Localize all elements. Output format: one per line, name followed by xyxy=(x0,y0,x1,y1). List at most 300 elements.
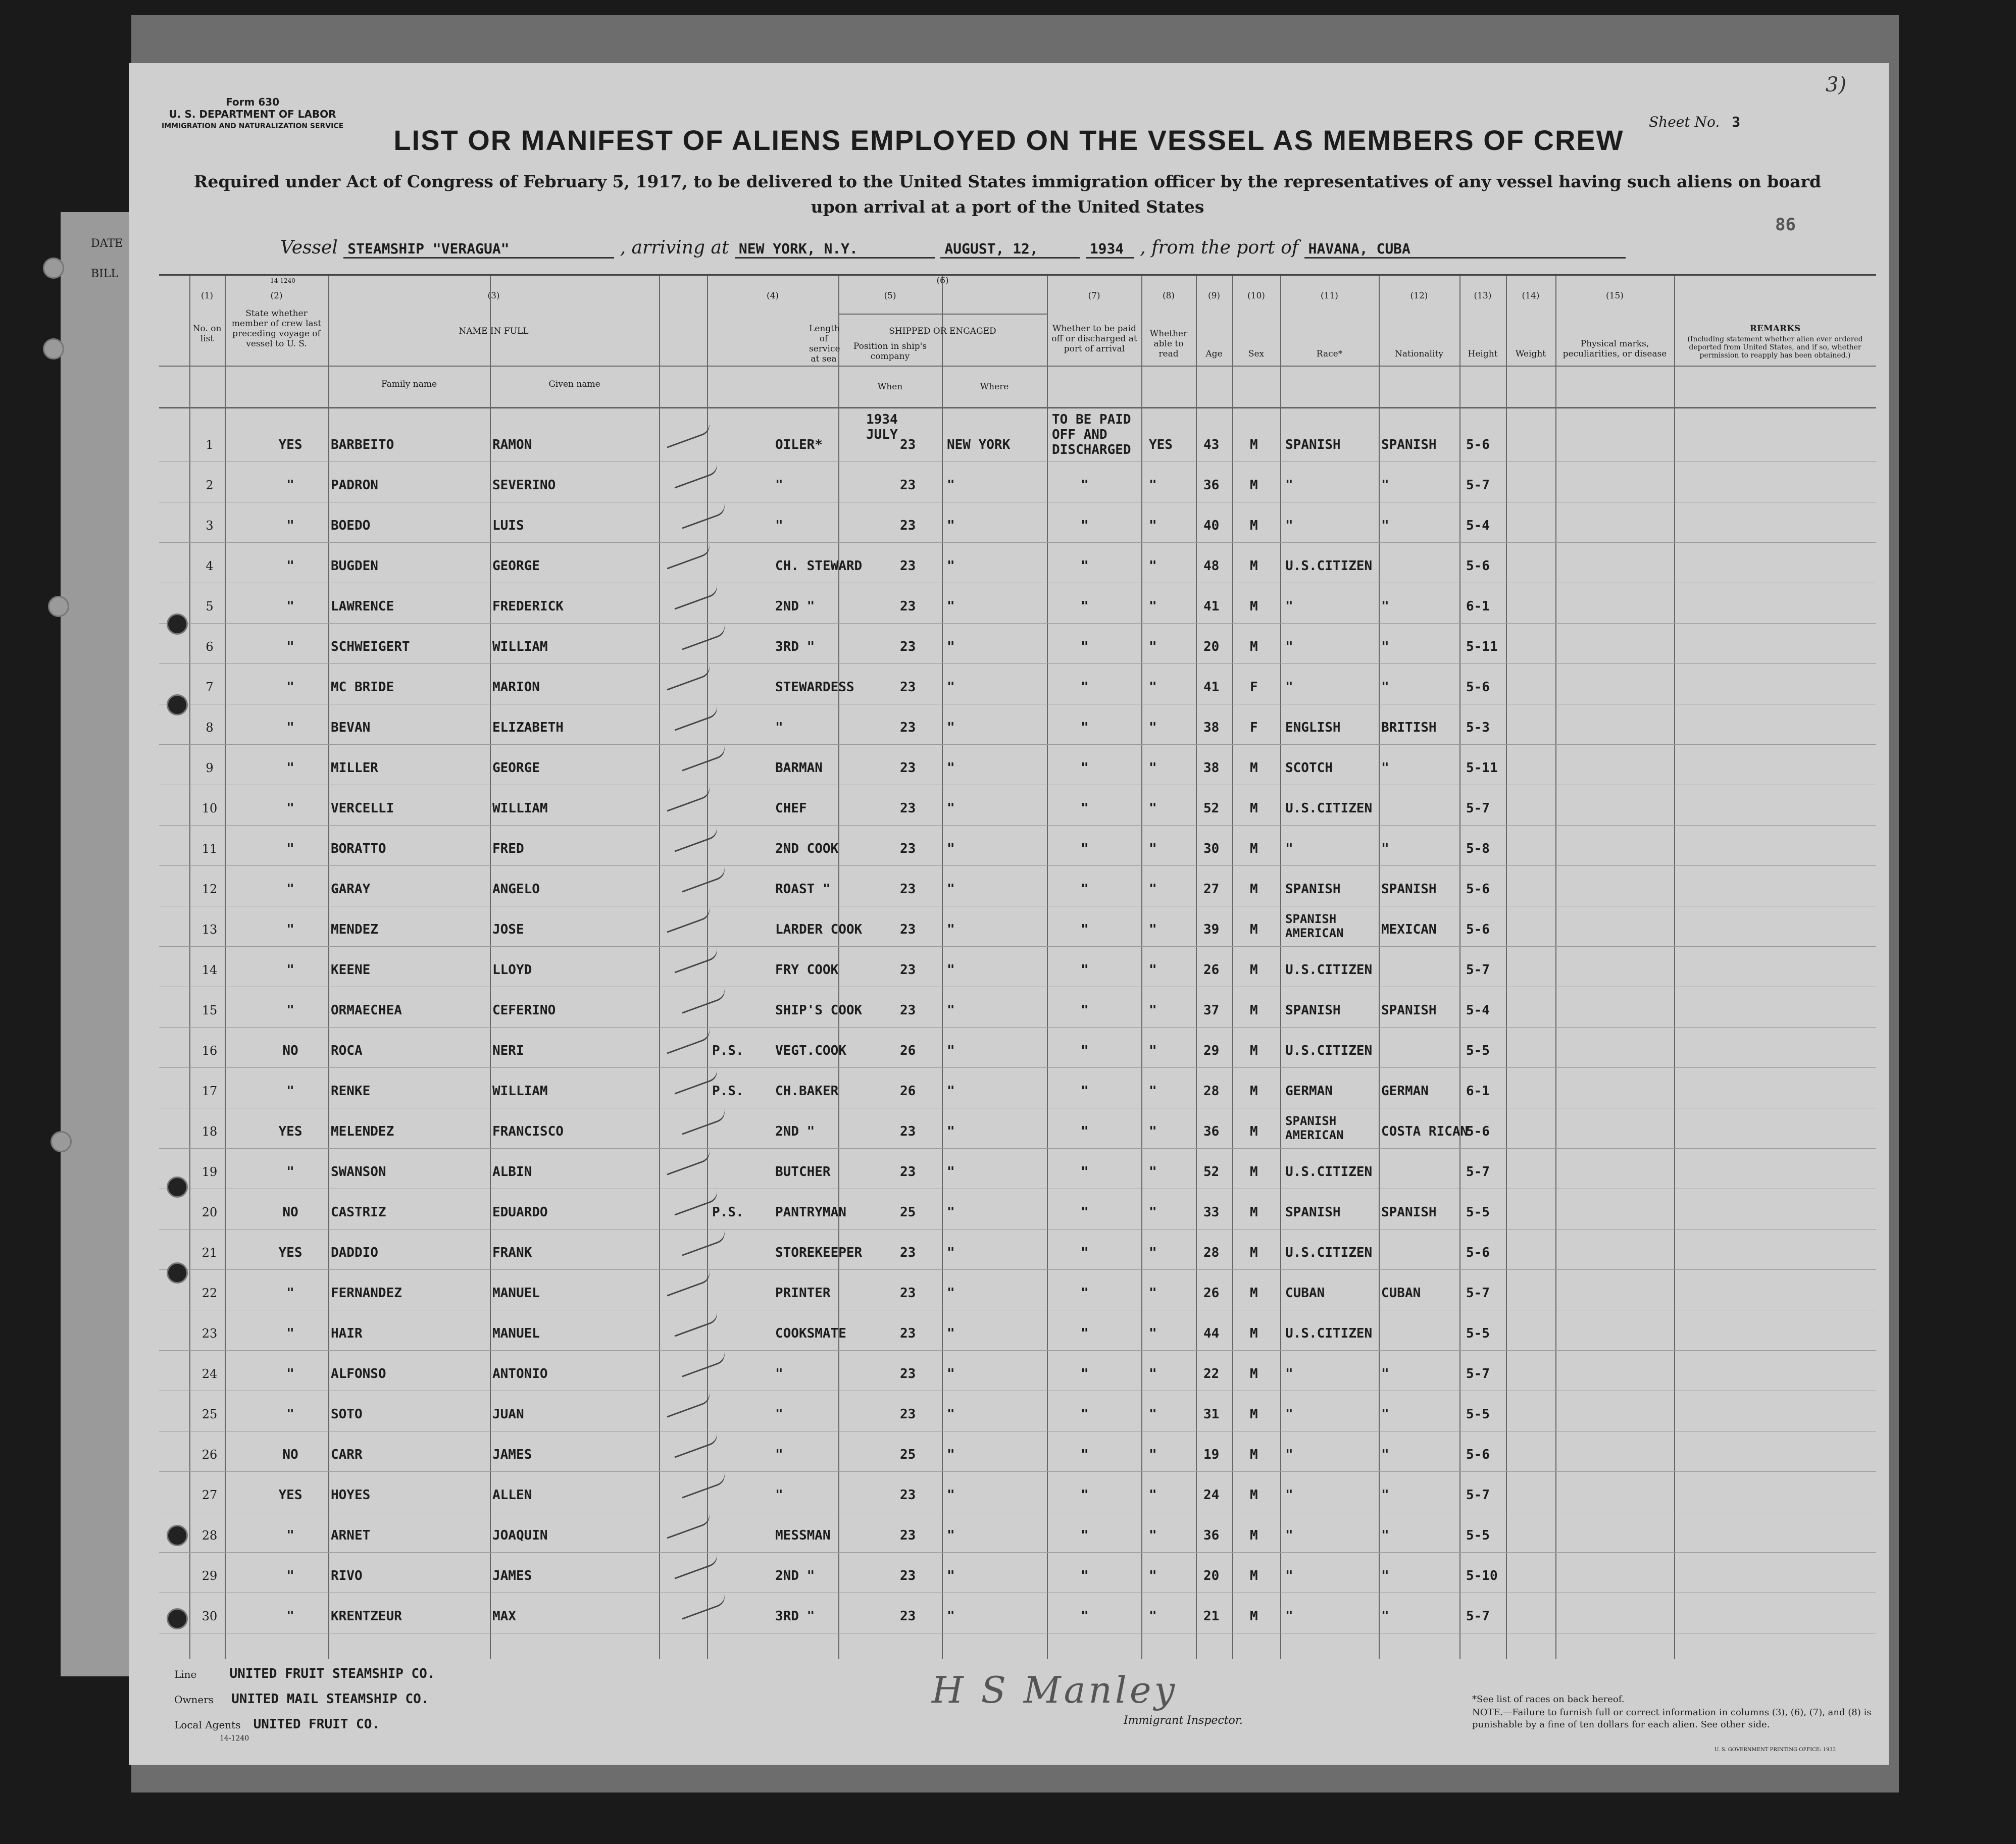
row-paid-off: " xyxy=(1081,518,1089,533)
row-given-name: JAMES xyxy=(492,1568,532,1583)
row-able-read: " xyxy=(1149,1286,1157,1301)
row-position: MESSMAN xyxy=(775,1528,831,1543)
row-given-name: JUAN xyxy=(492,1407,524,1422)
row-paid-off: " xyxy=(1081,1528,1089,1543)
row-height: 5-3 xyxy=(1466,720,1490,735)
row-when: 23 xyxy=(900,1609,916,1624)
row-paid-off: " xyxy=(1081,558,1089,574)
row-when: 23 xyxy=(900,841,916,856)
row-able-read: " xyxy=(1149,1528,1157,1543)
col-sex: Sex xyxy=(1248,349,1265,359)
row-able-read: " xyxy=(1149,720,1157,735)
binder-hole-10 xyxy=(167,1608,188,1629)
left-label-date: DATE xyxy=(91,237,123,250)
row-paid-off: " xyxy=(1081,599,1089,614)
row-age: 28 xyxy=(1203,1245,1220,1260)
row-position: STOREKEEPER xyxy=(775,1245,863,1260)
row-position: " xyxy=(775,1407,783,1422)
row-prev-voyage: " xyxy=(286,922,294,937)
row-age: 28 xyxy=(1203,1084,1220,1099)
row-race: U.S.CITIZEN xyxy=(1285,558,1373,574)
row-prev-voyage: " xyxy=(286,558,294,574)
row-number: 11 xyxy=(201,842,218,856)
row-service-length: P.S. xyxy=(712,1043,744,1058)
row-height: 5-7 xyxy=(1466,478,1490,493)
row-nationality: " xyxy=(1381,1366,1389,1381)
row-paid-off: " xyxy=(1081,1003,1089,1018)
row-family-name: HOYES xyxy=(331,1488,371,1503)
row-number: 5 xyxy=(206,599,214,613)
col-age: Age xyxy=(1205,349,1223,359)
check-mark xyxy=(679,1351,727,1377)
row-given-name: JAMES xyxy=(492,1447,532,1462)
row-age: 36 xyxy=(1203,1124,1220,1139)
row-number: 20 xyxy=(201,1205,218,1219)
row-paid-off: " xyxy=(1081,760,1089,776)
row-number: 2 xyxy=(206,478,214,492)
form-number: Form 630 xyxy=(226,96,280,108)
note-star: *See list of races on back hereof. xyxy=(1472,1694,1625,1705)
row-race: ENGLISH xyxy=(1285,720,1341,735)
row-family-name: GARAY xyxy=(331,882,371,897)
row-given-name: MANUEL xyxy=(492,1326,540,1341)
row-family-name: FERNANDEZ xyxy=(331,1286,402,1301)
row-rule xyxy=(159,1471,1876,1472)
row-height: 5-4 xyxy=(1466,1003,1490,1018)
row-number: 29 xyxy=(201,1569,218,1583)
row-able-read: " xyxy=(1149,599,1157,614)
inspector-label: Immigrant Inspector. xyxy=(1124,1714,1243,1727)
col-small-code: 14-1240 xyxy=(270,277,295,284)
row-race: U.S.CITIZEN xyxy=(1285,1326,1373,1341)
row-when: 23 xyxy=(900,922,916,937)
row-able-read: YES xyxy=(1149,437,1173,452)
row-position: 2ND " xyxy=(775,1568,815,1583)
row-when: 25 xyxy=(900,1447,916,1462)
row-family-name: ORMAECHEA xyxy=(331,1003,402,1018)
row-rule xyxy=(159,1148,1876,1149)
row-paid-off: " xyxy=(1081,478,1089,493)
row-age: 37 xyxy=(1203,1003,1220,1018)
row-race: SPANISH xyxy=(1285,882,1341,897)
page-subtitle: Required under Act of Congress of February 5, 1917, to be delivered to the United States immigration officer by the representatives of any vessel having such aliens on board upon arrival at a port of the United States xyxy=(193,172,1822,217)
row-given-name: WILLIAM xyxy=(492,801,548,816)
row-sex: M xyxy=(1250,1366,1258,1381)
row-able-read: " xyxy=(1149,1245,1157,1260)
page-title: LIST OR MANIFEST OF ALIENS EMPLOYED ON THE VESSEL AS MEMBERS OF CREW xyxy=(393,124,1624,156)
row-able-read: " xyxy=(1149,1205,1157,1220)
check-mark xyxy=(679,624,727,650)
vessel-label: Vessel xyxy=(280,237,338,258)
row-able-read: " xyxy=(1149,518,1157,533)
row-height: 5-11 xyxy=(1466,760,1498,776)
row-sex: M xyxy=(1250,558,1258,574)
row-position: " xyxy=(775,518,783,533)
row-where: " xyxy=(947,1488,955,1503)
row-position: 2ND " xyxy=(775,1124,815,1139)
first-row-year: 1934 xyxy=(866,412,898,427)
row-given-name: FRANK xyxy=(492,1245,532,1260)
row-prev-voyage: YES xyxy=(278,1245,303,1260)
row-sex: F xyxy=(1250,680,1258,695)
row-rule xyxy=(159,663,1876,664)
row-position: BARMAN xyxy=(775,760,823,776)
row-position: CHEF xyxy=(775,801,807,816)
row-age: 21 xyxy=(1203,1609,1220,1624)
col-nationality: Nationality xyxy=(1395,349,1443,359)
row-where: " xyxy=(947,639,955,654)
row-height: 5-7 xyxy=(1466,801,1490,816)
agents-value: UNITED FRUIT CO. xyxy=(253,1717,380,1732)
row-sex: M xyxy=(1250,801,1258,816)
row-paid-off: " xyxy=(1081,720,1089,735)
row-able-read: " xyxy=(1149,1568,1157,1583)
check-mark xyxy=(679,745,727,771)
col-shipped: SHIPPED OR ENGAGED xyxy=(889,326,996,336)
row-position: " xyxy=(775,1447,783,1462)
row-family-name: KEENE xyxy=(331,962,371,978)
row-given-name: LLOYD xyxy=(492,962,532,978)
row-paid-off: " xyxy=(1081,1407,1089,1422)
check-mark xyxy=(664,1270,712,1296)
col-name-in-full: NAME IN FULL xyxy=(459,326,529,336)
row-given-name: JOSE xyxy=(492,922,524,937)
row-given-name: EDUARDO xyxy=(492,1205,548,1220)
row-able-read: " xyxy=(1149,1164,1157,1180)
col-family-name: Family name xyxy=(381,379,437,389)
check-mark xyxy=(671,947,720,973)
row-sex: M xyxy=(1250,1326,1258,1341)
row-where: " xyxy=(947,922,955,937)
signature: H S Manley xyxy=(932,1669,1178,1711)
row-position: 2ND " xyxy=(775,599,815,614)
row-number: 30 xyxy=(201,1609,218,1623)
row-paid-off: " xyxy=(1081,1326,1089,1341)
check-mark xyxy=(679,866,727,892)
row-race: " xyxy=(1285,1447,1293,1462)
row-where: " xyxy=(947,1528,955,1543)
row-where: " xyxy=(947,1245,955,1260)
row-number: 8 xyxy=(206,721,214,735)
row-family-name: HAIR xyxy=(331,1326,363,1341)
row-height: 5-5 xyxy=(1466,1407,1490,1422)
row-race: GERMAN xyxy=(1285,1084,1333,1099)
row-prev-voyage: NO xyxy=(282,1447,298,1462)
row-race: U.S.CITIZEN xyxy=(1285,1245,1373,1260)
row-sex: M xyxy=(1250,639,1258,654)
row-age: 48 xyxy=(1203,558,1220,574)
row-height: 5-6 xyxy=(1466,437,1490,452)
row-sex: M xyxy=(1250,1286,1258,1301)
check-mark xyxy=(679,987,727,1013)
row-prev-voyage: " xyxy=(286,1568,294,1583)
row-able-read: " xyxy=(1149,760,1157,776)
row-position: CH. STEWARD xyxy=(775,558,863,574)
row-where: " xyxy=(947,1326,955,1341)
binder-hole-7 xyxy=(167,1176,188,1198)
row-age: 20 xyxy=(1203,639,1220,654)
binder-hole-4 xyxy=(167,613,188,635)
check-mark xyxy=(664,785,712,811)
row-position: FRY COOK xyxy=(775,962,839,978)
row-age: 39 xyxy=(1203,922,1220,937)
row-family-name: KRENTZEUR xyxy=(331,1609,402,1624)
row-given-name: MAX xyxy=(492,1609,516,1624)
row-position: OILER* xyxy=(775,437,823,452)
row-where: " xyxy=(947,599,955,614)
row-rule xyxy=(159,1552,1876,1553)
check-mark xyxy=(671,462,720,488)
row-number: 26 xyxy=(201,1448,218,1462)
row-where: " xyxy=(947,801,955,816)
row-when: 23 xyxy=(900,1528,916,1543)
col-remarks-sub: (Including statement whether alien ever ordered deported from United States, and if so, whether permission to reapply has been obtained.) xyxy=(1687,335,1863,360)
row-prev-voyage: " xyxy=(286,1003,294,1018)
row-rule xyxy=(159,1067,1876,1068)
row-paid-off: " xyxy=(1081,1205,1089,1220)
row-position: PANTRYMAN xyxy=(775,1205,846,1220)
col-num-13: (13) xyxy=(1474,291,1492,301)
row-age: 44 xyxy=(1203,1326,1220,1341)
row-paid-off: " xyxy=(1081,639,1089,654)
check-mark xyxy=(664,1149,712,1175)
row-rule xyxy=(159,542,1876,543)
row-paid-off: " xyxy=(1081,1609,1089,1624)
row-able-read: " xyxy=(1149,1084,1157,1099)
row-height: 5-5 xyxy=(1466,1043,1490,1058)
manifest-sheet xyxy=(129,63,1889,1765)
row-age: 41 xyxy=(1203,680,1220,695)
col-length-service: Length of service at sea xyxy=(809,324,840,364)
row-given-name: ANTONIO xyxy=(492,1366,548,1381)
row-where: " xyxy=(947,1286,955,1301)
row-sex: M xyxy=(1250,1124,1258,1139)
row-nationality: MEXICAN xyxy=(1381,922,1437,937)
owners-value: UNITED MAIL STEAMSHIP CO. xyxy=(231,1692,429,1707)
row-given-name: MANUEL xyxy=(492,1286,540,1301)
row-age: 38 xyxy=(1203,720,1220,735)
row-height: 5-6 xyxy=(1466,1124,1490,1139)
row-nationality: BRITISH xyxy=(1381,720,1437,735)
row-able-read: " xyxy=(1149,801,1157,816)
row-height: 5-6 xyxy=(1466,1447,1490,1462)
row-when: 23 xyxy=(900,720,916,735)
row-prev-voyage: YES xyxy=(278,1124,303,1139)
row-given-name: ALBIN xyxy=(492,1164,532,1180)
row-sex: M xyxy=(1250,1043,1258,1058)
line-value: UNITED FRUIT STEAMSHIP CO. xyxy=(229,1666,435,1681)
row-position: " xyxy=(775,720,783,735)
row-given-name: FRANCISCO xyxy=(492,1124,564,1139)
row-age: 26 xyxy=(1203,1286,1220,1301)
manifest-footer xyxy=(174,1654,1872,1770)
corner-mark: 3) xyxy=(1826,73,1847,96)
row-when: 23 xyxy=(900,1326,916,1341)
row-nationality: " xyxy=(1381,478,1389,493)
row-nationality: " xyxy=(1381,841,1389,856)
row-prev-voyage: " xyxy=(286,720,294,735)
row-sex: M xyxy=(1250,1084,1258,1099)
row-race: CUBAN xyxy=(1285,1286,1325,1301)
row-when: 23 xyxy=(900,1003,916,1018)
row-able-read: " xyxy=(1149,1407,1157,1422)
row-when: 23 xyxy=(900,1568,916,1583)
row-sex: M xyxy=(1250,962,1258,978)
row-given-name: MARION xyxy=(492,680,540,695)
row-position: SHIP'S COOK xyxy=(775,1003,863,1018)
row-paid-off: " xyxy=(1081,962,1089,978)
row-able-read: " xyxy=(1149,1488,1157,1503)
col-num-4: (4) xyxy=(766,291,779,301)
row-where: " xyxy=(947,1084,955,1099)
row-prev-voyage: " xyxy=(286,639,294,654)
row-height: 5-6 xyxy=(1466,558,1490,574)
row-number: 23 xyxy=(201,1326,218,1341)
row-height: 5-7 xyxy=(1466,962,1490,978)
row-family-name: BEVAN xyxy=(331,720,371,735)
row-given-name: ANGELO xyxy=(492,882,540,897)
row-age: 27 xyxy=(1203,882,1220,897)
col-num-11: (11) xyxy=(1321,291,1338,301)
row-age: 30 xyxy=(1203,841,1220,856)
row-rule xyxy=(159,744,1876,745)
col-given-name: Given name xyxy=(548,379,600,389)
row-when: 23 xyxy=(900,1407,916,1422)
row-number: 24 xyxy=(201,1367,218,1381)
col-no-on-list: No. on list xyxy=(192,324,222,344)
row-when: 25 xyxy=(900,1205,916,1220)
row-given-name: ELIZABETH xyxy=(492,720,564,735)
row-when: 23 xyxy=(900,1245,916,1260)
row-race: SPANISH xyxy=(1285,1205,1341,1220)
row-nationality: SPANISH xyxy=(1381,1003,1437,1018)
col-num-8: (8) xyxy=(1162,291,1175,301)
row-age: 36 xyxy=(1203,478,1220,493)
row-number: 3 xyxy=(206,519,214,533)
row-prev-voyage: " xyxy=(286,1407,294,1422)
row-age: 20 xyxy=(1203,1568,1220,1583)
row-family-name: LAWRENCE xyxy=(331,599,394,614)
check-mark xyxy=(679,1472,727,1498)
vessel-line xyxy=(280,237,1626,259)
col-position: Position in ship's company xyxy=(853,341,927,362)
row-sex: M xyxy=(1250,437,1258,452)
row-position: VEGT.COOK xyxy=(775,1043,846,1058)
check-mark xyxy=(679,502,727,529)
col-num-10: (10) xyxy=(1247,291,1265,301)
col-height: Height xyxy=(1468,349,1498,359)
col-physical: Physical marks, peculiarities, or disease xyxy=(1563,339,1667,359)
binder-hole-5 xyxy=(167,694,188,715)
row-sex: M xyxy=(1250,1447,1258,1462)
row-sex: M xyxy=(1250,1003,1258,1018)
row-when: 26 xyxy=(900,1043,916,1058)
row-where: " xyxy=(947,1366,955,1381)
row-nationality: SPANISH xyxy=(1381,882,1437,897)
row-when: 23 xyxy=(900,518,916,533)
row-number: 22 xyxy=(201,1286,218,1300)
row-when: 23 xyxy=(900,680,916,695)
row-able-read: " xyxy=(1149,1124,1157,1139)
row-nationality: GERMAN xyxy=(1381,1084,1429,1099)
binder-hole-3 xyxy=(48,596,69,617)
row-position: 3RD " xyxy=(775,1609,815,1624)
department: U. S. DEPARTMENT OF LABOR xyxy=(169,108,336,120)
row-where: " xyxy=(947,558,955,574)
arriving-label: , arriving at xyxy=(620,237,729,258)
row-able-read: " xyxy=(1149,841,1157,856)
row-race: " xyxy=(1285,841,1293,856)
row-sex: M xyxy=(1250,599,1258,614)
row-family-name: RENKE xyxy=(331,1084,371,1099)
row-family-name: SCHWEIGERT xyxy=(331,639,410,654)
row-prev-voyage: " xyxy=(286,962,294,978)
row-number: 12 xyxy=(201,882,218,896)
row-number: 15 xyxy=(201,1003,218,1017)
sheet-label: Sheet No. xyxy=(1649,114,1720,130)
row-number: 1 xyxy=(206,438,214,452)
row-when: 26 xyxy=(900,1084,916,1099)
row-age: 36 xyxy=(1203,1528,1220,1543)
check-mark xyxy=(671,1310,720,1337)
row-age: 33 xyxy=(1203,1205,1220,1220)
row-race: " xyxy=(1285,639,1293,654)
row-sex: M xyxy=(1250,882,1258,897)
row-age: 29 xyxy=(1203,1043,1220,1058)
check-mark xyxy=(679,1230,727,1256)
row-given-name: NERI xyxy=(492,1043,524,1058)
row-nationality: " xyxy=(1381,639,1389,654)
row-when: 23 xyxy=(900,882,916,897)
row-sex: M xyxy=(1250,1609,1258,1624)
row-family-name: MENDEZ xyxy=(331,922,378,937)
row-position: " xyxy=(775,1488,783,1503)
row-height: 5-7 xyxy=(1466,1488,1490,1503)
row-number: 16 xyxy=(201,1044,218,1058)
row-rule xyxy=(159,1269,1876,1270)
row-where: NEW YORK xyxy=(947,437,1011,452)
row-nationality: " xyxy=(1381,1407,1389,1422)
row-when: 23 xyxy=(900,639,916,654)
row-able-read: " xyxy=(1149,558,1157,574)
row-prev-voyage: " xyxy=(286,1609,294,1624)
row-when: 23 xyxy=(900,801,916,816)
col-num-9: (9) xyxy=(1207,291,1221,301)
row-nationality: " xyxy=(1381,1447,1389,1462)
row-paid-off: " xyxy=(1081,882,1089,897)
row-able-read: " xyxy=(1149,1609,1157,1624)
first-row-month: JULY xyxy=(866,427,898,442)
row-age: 19 xyxy=(1203,1447,1220,1462)
row-prev-voyage: " xyxy=(286,1528,294,1543)
row-height: 5-11 xyxy=(1466,639,1498,654)
row-where: " xyxy=(947,1124,955,1139)
row-paid-off: " xyxy=(1081,1245,1089,1260)
row-sex: M xyxy=(1250,1245,1258,1260)
row-when: 23 xyxy=(900,1286,916,1301)
row-nationality: " xyxy=(1381,1528,1389,1543)
row-family-name: BUGDEN xyxy=(331,558,378,574)
row-race: " xyxy=(1285,1366,1293,1381)
row-race: " xyxy=(1285,599,1293,614)
binder-hole-2 xyxy=(43,338,64,360)
row-position: 2ND COOK xyxy=(775,841,839,856)
arrival-date: AUGUST, 12, xyxy=(940,240,1080,259)
row-paid-off: " xyxy=(1081,1488,1089,1503)
row-prev-voyage: " xyxy=(286,518,294,533)
row-height: 6-1 xyxy=(1466,599,1490,614)
row-number: 21 xyxy=(201,1246,218,1260)
